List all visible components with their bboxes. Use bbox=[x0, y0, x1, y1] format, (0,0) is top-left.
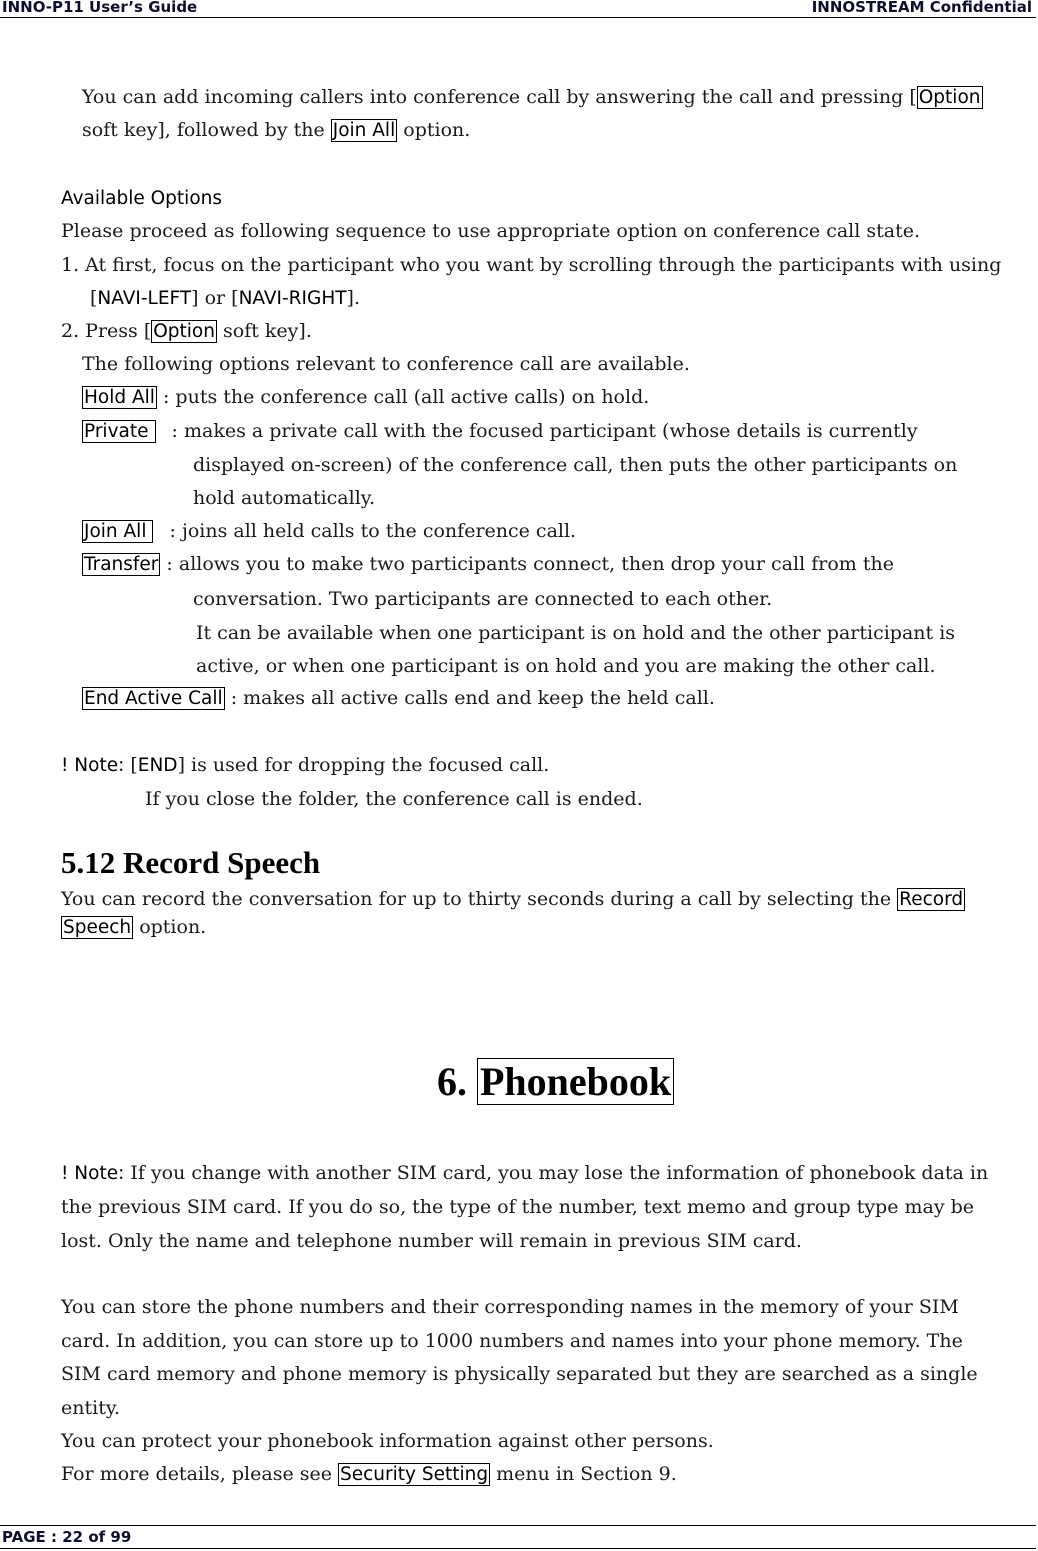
speech-key: Speech bbox=[63, 917, 132, 938]
note-sim-line-2: the previous SIM card. If you do so, the type of the number, text memo and group type may be bbox=[61, 1196, 975, 1218]
step-1-line-1: 1. At first, focus on the participant who you want by scrolling through the participants with using bbox=[61, 254, 1002, 276]
phonebook-p1-line-3: SIM card memory and phone memory is physically separated but they are searched as a single bbox=[61, 1363, 978, 1385]
text: ]. bbox=[346, 287, 360, 309]
hold-all-option bbox=[82, 386, 649, 409]
private-desc-2: displayed on-screen) of the conference call, then puts the other participants on bbox=[193, 454, 958, 476]
note-end bbox=[61, 754, 549, 777]
text: ] or [ bbox=[191, 287, 239, 309]
option-description: : makes a private call with the focused participant (whose details is currently bbox=[165, 420, 918, 442]
option-key: Option bbox=[918, 87, 981, 108]
transfer-key: Transfer bbox=[84, 554, 159, 575]
page-number: PAGE : 22 of 99 bbox=[2, 1528, 132, 1546]
private-desc-3: hold automatically. bbox=[193, 487, 376, 509]
transfer-desc-3: It can be available when one participant is on hold and the other participant is bbox=[196, 622, 956, 644]
navi-right-key: NAVI-RIGHT bbox=[238, 288, 347, 309]
step-1-line-2 bbox=[90, 287, 360, 310]
option-key: Option bbox=[153, 321, 215, 342]
note-sim-line-3: lost. Only the name and telephone number will remain in previous SIM card. bbox=[61, 1230, 802, 1252]
security-setting-key: Security Setting bbox=[340, 1464, 489, 1485]
hold-all-key: Hold All bbox=[84, 387, 155, 408]
intro-text: option. bbox=[397, 119, 471, 141]
available-options-heading bbox=[61, 187, 222, 210]
option-description: : joins all held calls to the conference call. bbox=[163, 520, 577, 542]
options-relevant: The following options relevant to conference call are available. bbox=[82, 353, 690, 375]
section-5-12-title: 5.12 Record Speech bbox=[61, 845, 321, 880]
phonebook-p1-line-1: You can store the phone numbers and their corresponding names in the memory of your SIM bbox=[61, 1296, 959, 1318]
step-2 bbox=[61, 320, 312, 343]
record-speech-line-2 bbox=[61, 916, 206, 939]
text: menu in Section 9. bbox=[490, 1463, 677, 1485]
text: [ bbox=[124, 754, 138, 776]
note-sim-line-1 bbox=[61, 1162, 988, 1185]
page-header bbox=[0, 0, 1036, 18]
page-footer bbox=[0, 1525, 1036, 1549]
join-all-key: Join All bbox=[82, 520, 153, 543]
option-description: : makes all active calls end and keep the held call. bbox=[224, 687, 715, 709]
chapter-number: 6. bbox=[437, 1059, 477, 1104]
record-speech-line-1 bbox=[61, 888, 965, 911]
phonebook-p3 bbox=[61, 1463, 677, 1486]
note-label: ! Note: bbox=[61, 755, 125, 776]
navi-left-key: NAVI-LEFT bbox=[97, 288, 192, 309]
intro-line-2 bbox=[82, 119, 470, 142]
note-label: ! Note: bbox=[61, 1163, 125, 1184]
phonebook-p1-line-2: card. In addition, you can store up to 1000 numbers and names into your phone memory. The bbox=[61, 1330, 963, 1352]
heading-text: Available Options bbox=[61, 188, 222, 209]
text: ] is used for dropping the focused call. bbox=[177, 754, 550, 776]
intro-line-1 bbox=[82, 86, 983, 109]
chapter-6-title bbox=[437, 1057, 674, 1107]
transfer-desc-4: active, or when one participant is on hold and you are making the other call. bbox=[196, 655, 936, 677]
end-key: END bbox=[137, 755, 178, 776]
option-description: : allows you to make two participants connect, then drop your call from the bbox=[160, 553, 894, 575]
transfer-option bbox=[82, 553, 894, 576]
join-all-key: Join All bbox=[332, 120, 396, 141]
option-description: : puts the conference call (all active calls) on hold. bbox=[156, 386, 650, 408]
private-option bbox=[82, 420, 918, 443]
text: You can record the conversation for up to thirty seconds during a call by selecting the bbox=[61, 888, 898, 910]
text: soft key]. bbox=[216, 320, 312, 342]
transfer-desc-2: conversation. Two participants are connected to each other. bbox=[193, 588, 773, 610]
text: If you change with another SIM card, you may lose the information of phonebook data in bbox=[124, 1162, 989, 1184]
intro-text: You can add incoming callers into conference call by answering the call and pressing [ bbox=[82, 86, 917, 108]
phonebook-p1-line-4: entity. bbox=[61, 1397, 121, 1419]
note-folder: If you close the folder, the conference call is ended. bbox=[145, 788, 643, 810]
text: [ bbox=[90, 287, 98, 309]
text: option. bbox=[133, 916, 207, 938]
end-active-call-option bbox=[82, 687, 715, 710]
text: 2. Press [ bbox=[61, 320, 152, 342]
end-active-call-key: End Active Call bbox=[84, 688, 223, 709]
intro-text: soft key], followed by the bbox=[82, 119, 331, 141]
chapter-name: Phonebook bbox=[477, 1058, 674, 1105]
header-confidential-label: INNOSTREAM Confidential bbox=[811, 0, 1032, 16]
record-key: Record bbox=[899, 889, 964, 910]
join-all-option bbox=[82, 520, 576, 543]
header-document-title: INNO-P11 User’s Guide bbox=[2, 0, 198, 16]
private-key: Private bbox=[82, 420, 156, 443]
options-intro: Please proceed as following sequence to use appropriate option on conference call state. bbox=[61, 220, 920, 242]
text: For more details, please see bbox=[61, 1463, 339, 1485]
phonebook-p2: You can protect your phonebook information against other persons. bbox=[61, 1430, 714, 1452]
